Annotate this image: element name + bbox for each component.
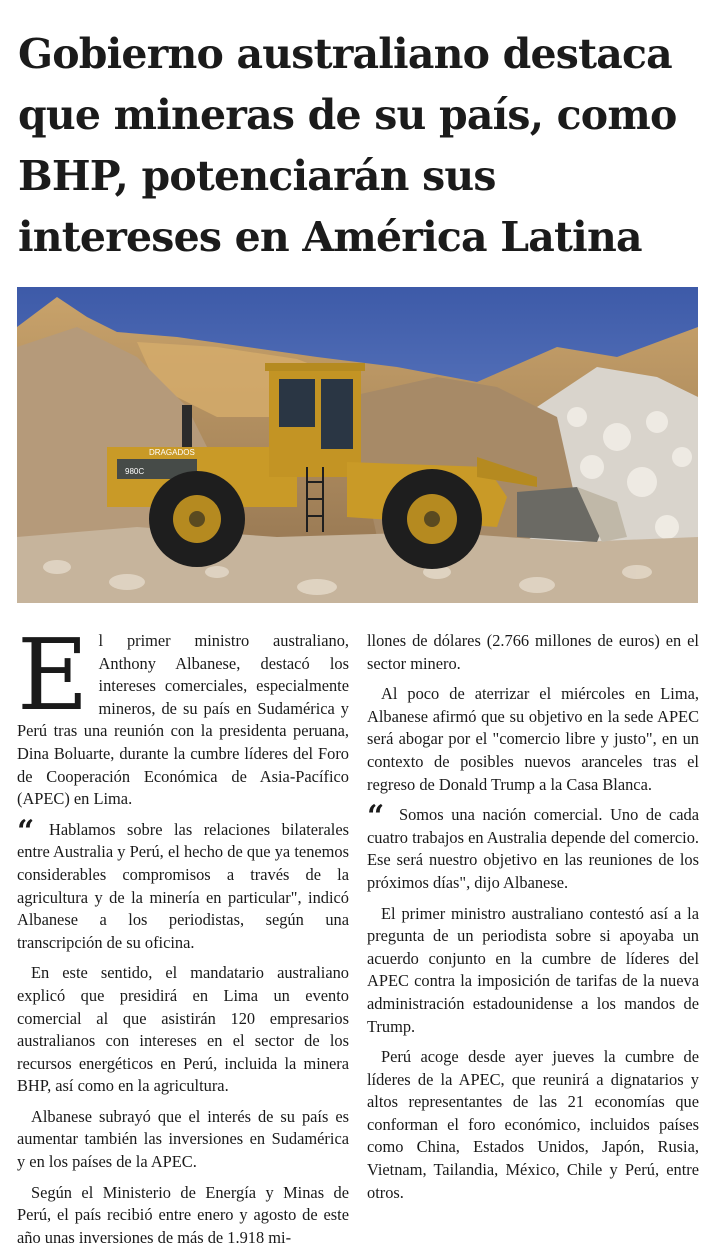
pull-quote-2-text: Somos una nación comercial. Uno de cada cuatro trabajos en Australia depende del comercio. Ese será nuestro objetivo en las reuniones de los próximos días", dijo Albanese. xyxy=(367,805,699,892)
pull-quote-2 xyxy=(367,799,699,894)
paragraph-2: En este sentido, el mandatario australiano explicó que presidirá en Lima un evento comercial al que asistirán 120 empresarios australianos con intereses en el sector de los recursos energéticos en Perú, incluida la minera BHP, así como en la agricultura. xyxy=(17,963,349,1096)
paragraph-3: Albanese subrayó que el interés de su país es aumentar también las inversiones en Sudamérica y en los países de la APEC. xyxy=(17,1106,349,1172)
paragraph-intro-text: l primer ministro australiano, Anthony Albanese, destacó los intereses comerciales, especialmente mineros, de su país en Sudamérica y Perú tras una reunión con la presidenta peruana, Dina Boluarte, durante la cumbre líderes del Foro de Cooperación Económica de Asia-Pacífico (APEC) en Lima. xyxy=(17,631,349,809)
loader-brand-label: DRAGADOS xyxy=(149,448,195,457)
paragraph-7: Perú acoge desde ayer jueves la cumbre de líderes de la APEC, que reunirá a dignatarios y altos representantes de las 21 economías que conforman el foro económico, incluidos países como China, Estados Unidos, Japón, Rusia, Vietnam, Tailandia, México, Chile y Perú, entre otros. xyxy=(367,1047,699,1202)
paragraph-intro xyxy=(17,619,349,811)
drop-cap: E xyxy=(17,619,89,733)
quote-mark-icon xyxy=(17,813,43,849)
pull-quote-1 xyxy=(17,813,349,955)
paragraph-4: Según el Ministerio de Energía y Minas de Perú, el país recibió entre enero y agosto de este año unas inversiones de más de 1.918 mi- xyxy=(17,1182,349,1247)
paragraph-4-continued: llones de dólares (2.766 millones de euros) en el sector minero. xyxy=(367,631,699,673)
article-column-left xyxy=(17,619,349,1257)
loader-model-label: 980C xyxy=(125,467,145,476)
paragraph-6: El primer ministro australiano contestó así a la pregunta de un periodista sobre si apoyaba un acuerdo conjunto en la cumbre de líderes del APEC contra la imposición de tarifas de la nueva administración estadounidense a los mandos de Trump. xyxy=(367,903,699,1036)
svg-text:“: “ xyxy=(17,813,35,849)
paragraph-5: Al poco de aterrizar el miércoles en Lima, Albanese afirmó que su objetivo en la sede APEC será abogar por el "comercio libre y justo", en un contexto de posibles nuevos aranceles tras el regreso de Donald Trump a la Casa Blanca. xyxy=(367,684,699,794)
article-column-right xyxy=(367,630,699,1212)
mining-loader-photo xyxy=(17,287,698,603)
svg-text:“: “ xyxy=(367,799,385,835)
pull-quote-1-text: Hablamos sobre las relaciones bilaterales entre Australia y Perú, el hecho de que ya tenemos considerables compromisos a través de la agricultura y de la minería en particular", indicó Albanese a los periodistas, según una transcripción de su oficina. xyxy=(17,819,349,952)
headline: Gobierno australiano destaca que mineras de su país, como BHP, potenciarán sus intereses en América Latina xyxy=(18,30,677,261)
quote-mark-icon xyxy=(367,799,393,835)
